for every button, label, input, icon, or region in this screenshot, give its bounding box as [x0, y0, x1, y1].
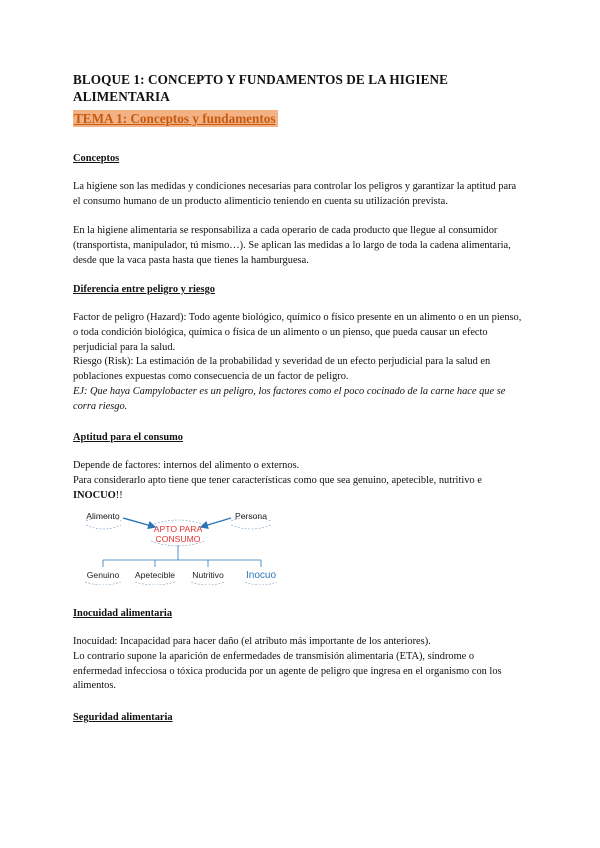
section-heading-seguridad: Seguridad alimentaria: [73, 712, 173, 723]
arrow-persona: [201, 518, 231, 527]
node-persona: Persona: [234, 511, 268, 521]
inocuo-emphasis: INOCUO: [73, 489, 116, 501]
inocuidad-paragraphs: [73, 635, 525, 694]
inocuidad-text-1: Inocuidad: Incapacidad para hacer daño (el atributo más importante de los anteriores).: [73, 636, 431, 647]
conceptos-text-2: En la higiene alimentaria se responsabiliza a cada operario de cada producto que llegue al consumidor (transportista, manipulador, tú mismo…). Se aplican las medidas a lo largo de toda la cadena alimentaria, desde que la vaca pasta hasta que tienes la hamburguesa.: [73, 225, 511, 266]
persona-arc-bottom: [231, 525, 271, 529]
aptitud-paragraphs: [73, 459, 525, 503]
diferencia-paragraphs: [73, 311, 525, 415]
document-title: BLOQUE 1: CONCEPTO Y FUNDAMENTOS DE LA HIGIENE ALIMENTARIA: [73, 72, 449, 104]
arrow-alimento: [123, 518, 155, 527]
aptitud-text-1: Depende de factores: internos del alimento o externos.: [73, 460, 300, 471]
example-text: EJ: Que haya Campylobacter es un peligro, los factores como el poco cocinado de la carne hace que se corra riesgo.: [73, 385, 506, 412]
aptitud-text-2-pre: Para considerarlo apto tiene que tener características como que sea genuino, apetecible, nutritivo e: [73, 474, 482, 486]
aptitud-text-2: [73, 474, 525, 504]
node-center-line-1: APTO PARA: [153, 524, 203, 534]
leaf-genuino: Genuino: [86, 570, 120, 580]
document-subtitle: TEMA 1: Conceptos y fundamentos: [74, 111, 276, 126]
inocuidad-text-2: Lo contrario supone la aparición de enfermedades de transmisión alimentaria (ETA), síndrome o enfermedad infecciosa o tóxica producida por un agente de peligro que ingresa en el organismo con los alimentos.: [73, 650, 502, 692]
section-heading-aptitud: Aptitud para el consumo: [73, 432, 183, 443]
alimento-arc-bottom: [86, 525, 121, 529]
aptitud-text-2-post: !!: [115, 489, 123, 501]
leaf-inocuo: Inocuo: [245, 570, 277, 581]
conceptos-paragraph-1: [73, 180, 525, 210]
leaf-nutritivo: Nutritivo: [192, 570, 224, 580]
hazard-definition: Factor de peligro (Hazard): Todo agente biológico, químico o físico presente en un alimento o en un pienso, o toda condición biológica, química o física de un alimento o un pienso, que pueda causar un efecto perjudicial para la salud.: [73, 312, 522, 353]
aptitud-diagram: [73, 505, 313, 585]
risk-definition: Riesgo (Risk): La estimación de la probabilidad y severidad de un efecto perjudicial para la salud en poblaciones expuestas como consecuencia de un factor de peligro.: [73, 356, 491, 383]
node-alimento: Alimento: [86, 511, 120, 521]
section-heading-diferencia: Diferencia entre peligro y riesgo: [73, 284, 215, 295]
conceptos-paragraph-2: [73, 224, 525, 268]
conceptos-text-1: La higiene son las medidas y condiciones necesarias para controlar los peligros y garantizar la aptitud para el consumo humano de un producto alimenticio teniendo en cuenta su utilización prevista.: [73, 181, 517, 207]
node-center-line-2: CONSUMO: [155, 534, 201, 544]
section-heading-inocuidad: Inocuidad alimentaria: [73, 608, 173, 619]
section-heading-conceptos: Conceptos: [73, 153, 120, 164]
leaf-apetecible: Apetecible: [134, 570, 176, 580]
